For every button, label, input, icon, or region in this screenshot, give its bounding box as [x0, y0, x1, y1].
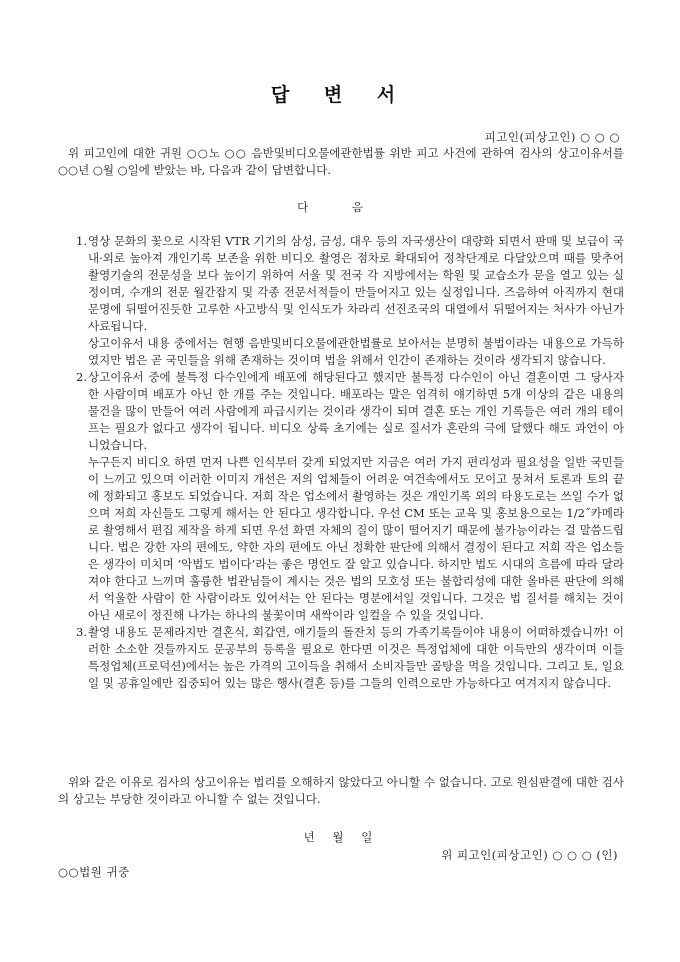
list-item-number: 3.: [76, 625, 87, 639]
list-item-paragraph: 상고이유서 내용 중에서는 현행 음반및비디오물에관한법률로 보아서는 분명히 불법이라는 내용으로 가득하였지만 법은 곧 국민들을 위해 존재하는 것이며 법을 위해서 인간이 존재하는 것이라 생각되지 않습니다.: [88, 336, 624, 367]
list-item: [76, 369, 624, 624]
section-heading: 다 음: [297, 200, 383, 214]
list-item-number: 2.: [76, 370, 87, 384]
list-item-paragraph: 촬영 내용도 문제라지만 결혼식, 회갑연, 애기들의 돌잔치 등의 가족기록들이야 내용이 어떠하겠습니까! 이러한 소소한 것들까지도 문공부의 등록을 필요로 한다면 이것은 특정업체에 대한 이득만의 생각이며 이들 특정업체(프로덕션)에서는 높은 가격의 고이득을 취해서 소비자들만 골탕을 먹을 것입니다. 그리고 토, 일요일 및 공휴일에만 집중되어 있는 많은 행사(결혼 등)를 그들의 인력으로만 가능하다고 여겨지지 않습니다.: [88, 625, 624, 690]
list-item: [76, 233, 624, 369]
list-item-number: 1.: [76, 234, 87, 248]
intro-paragraph: 위 피고인에 대한 귀원 ○○노 ○○ 음반및비디오물에관한법률 위반 피고 사건에 관하여 검사의 상고이유서를 ○○년 ○월 ○일에 받았는 바, 다음과 같이 답변합니다.: [58, 146, 624, 177]
signature-line: 위 피고인(피상고인) ○ ○ ○ (인): [441, 848, 618, 862]
list-item-paragraph: 누구든지 비디오 하면 먼저 나쁜 인식부터 갖게 되었지만 지금은 여러 가지 편리성과 필요성을 일반 국민들이 느끼고 있으며 이러한 이미지 개선은 저의 업체들이 어려운 여건속에서도 모이고 뭉쳐서 토론과 토의 끝에 정화되고 홍보도 되었습니다. 저희 작은 업소에서 촬영하는 것은 개인기록 외의 타용도로는 쓰일 수가 없으며 저희 자신들도 그렇게 해서는 안 된다고 생각합니다. 우선 CM 또는 교육 및 홍보용으로는 1/2˝카메라로 촬영해서 편집 제작을 하게 되면 우선 화면 자체의 질이 많이 떨어지기 때문에 불가능이라는 걸 말씀드립니다. 법은 강한 자의 편에도, 약한 자의 편에도 아닌 정확한 판단에 의해서 결정이 된다고 저희 작은 업소들은 생각이 미치며 ‘악법도 법이다’라는 좋은 명언도 잘 알고 있습니다. 하지만 법도 시대의 흐름에 따라 달라져야 한다고 느끼며 훌륭한 법관님들이 계시는 것은 법의 모호성 또는 불합리성에 대한 올바른 판단에 의해서 억울한 사람이 한 사람이라도 있어서는 안 된다는 명분에서일 것입니다. 그것은 법 질서를 해치는 것이 아닌 새로이 정진해 나가는 하나의 불꽃이며 새싹이라 일컬을 수 있을 것입니다.: [88, 455, 624, 622]
defendant-name: 피고인(피상고인) ○ ○ ○: [484, 130, 620, 144]
closing-paragraph: 위와 같은 이유로 검사의 상고이유는 법리를 오해하지 않았다고 아니할 수 없습니다. 고로 원심판결에 대한 검사의 상고는 부당한 것이라고 아니할 수 없는 것입니다.: [58, 775, 624, 806]
list-item-paragraph: 상고이유서 중에 불특정 다수인에게 배포에 해당된다고 했지만 불특정 다수인이 아닌 결혼이면 그 당사자 한 사람이며 배포가 아닌 한 개를 주는 것입니다. 배포라는 말은 엄격히 얘기하면 5개 이상의 같은 내용의 물건을 많이 만들어 여러 사람에게 파급시키는 것이라 생각이 되며 결혼 또는 개인 기록들은 여러 개의 테이프는 필요가 없다고 생각이 됩니다. 비디오 상륙 초기에는 실로 질서가 혼란의 극에 달했다 해도 과언이 아니었습니다.: [88, 370, 624, 452]
list-item: [76, 624, 624, 692]
date-line: 년 월 일: [303, 830, 377, 844]
document-title: 답 변 서: [270, 84, 410, 106]
court-addressee: ○○법원 귀중: [58, 865, 130, 879]
list-item-paragraph: 영상 문화의 꽃으로 시작된 VTR 기기의 삼성, 금성, 대우 등의 자국생산이 대량화 되면서 판매 및 보급이 국내·외로 높아져 개인기록 보존을 위한 비디오 촬영은 점차로 확대되어 정착단계로 다달았으며 때를 맞추어 촬영기술의 전문성을 보다 높이기 위하여 서울 및 전국 각 지방에서는 학원 및 교습소가 문을 열고 있는 실정이며, 수개의 전문 월간잡지 및 각종 전문서적들이 만들어지고 있는 실정입니다. 즈음하여 아직까지 현대문명에 뒤떨어진듯한 고루한 사고방식 및 인식도가 차라리 선진조국의 대열에서 뒤떨어지는 처사가 아닌가 사료됩니다.: [88, 234, 624, 333]
reasons-list: [76, 233, 624, 692]
